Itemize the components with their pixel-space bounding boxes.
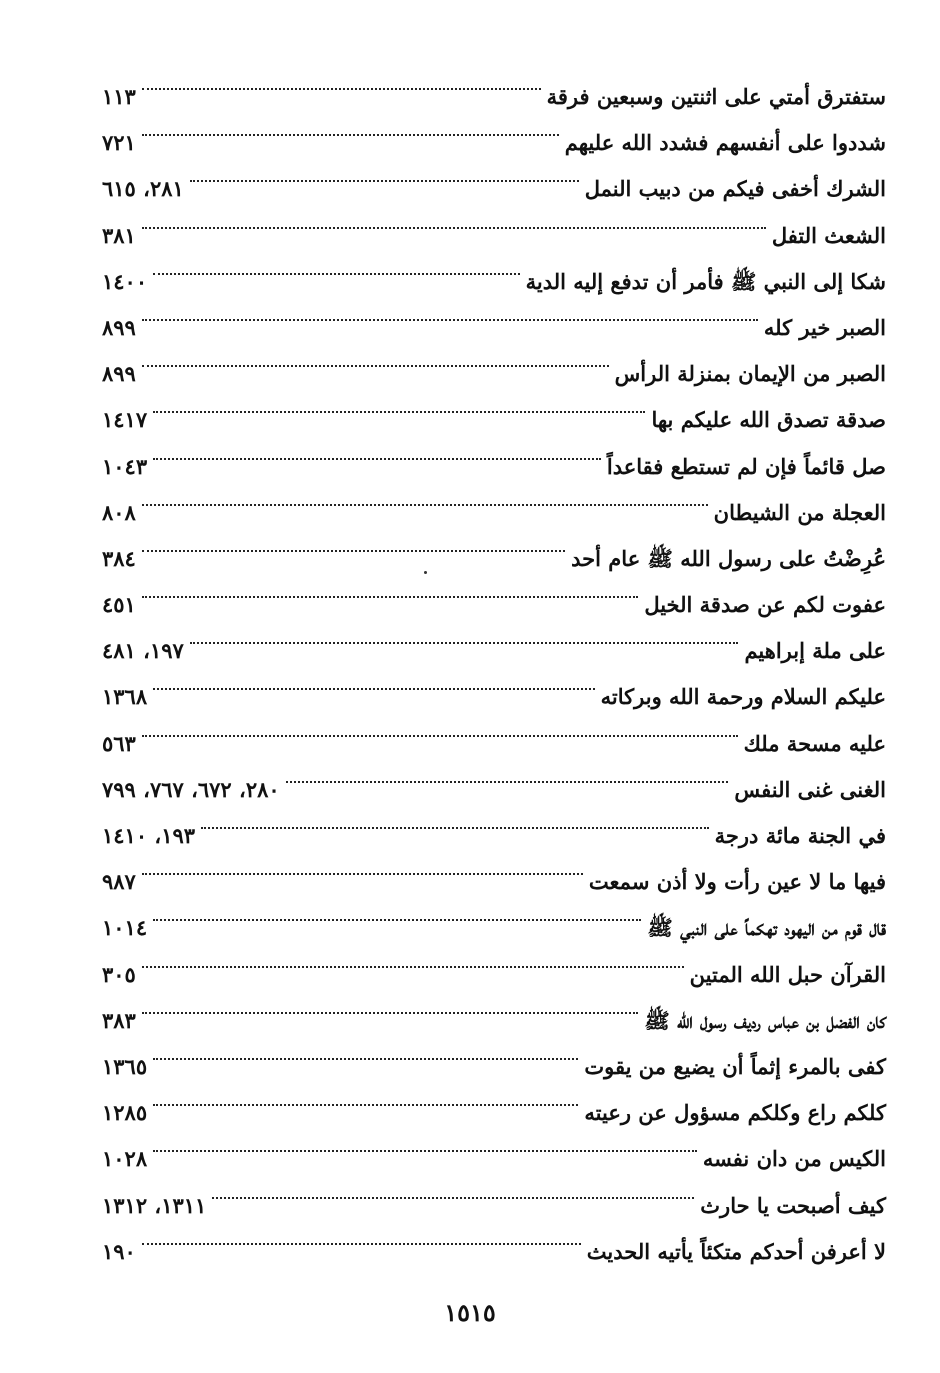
dot-leader	[190, 612, 739, 658]
dot-leader	[153, 1028, 578, 1074]
dot-leader	[142, 58, 541, 104]
dot-leader	[212, 1167, 694, 1213]
dot-leader	[142, 705, 738, 751]
entry-text: ستفترق أمتي على اثنتين وسبعين فرقة	[546, 84, 886, 109]
entry-pages: ٣٨١	[102, 222, 136, 248]
entry-text: عليكم السلام ورحمة الله وبركاته	[600, 684, 886, 710]
entry-pages: ٣٠٥	[102, 961, 136, 987]
dot-leader	[153, 1074, 578, 1120]
entry-pages: ١٠١٤	[102, 915, 148, 941]
dot-leader	[153, 658, 595, 704]
entry-pages: ١٠٢٨	[102, 1146, 148, 1172]
entry-text: عُرِضْتُ على رسول الله ﷺ عام أحد	[571, 545, 886, 571]
dot-leader	[142, 936, 684, 982]
entry-pages: ٨٩٩	[102, 314, 136, 340]
entry-pages: ١٩٧، ٤٨١	[102, 638, 184, 664]
entry-text: صدقة تصدق الله عليكم بها	[651, 407, 886, 433]
entry-text: كفى بالمرء إثماً أن يضيع من يقوت	[584, 1053, 886, 1079]
entry-pages: ١٩٣، ١٤١٠	[102, 823, 196, 848]
entry-text: كيف أصبحت يا حارث	[700, 1192, 886, 1218]
entry-text: الغنى غنى النفس	[734, 776, 886, 802]
page-number: ١٥١٥	[444, 1298, 496, 1327]
dot-leader	[201, 797, 709, 843]
dot-leader	[142, 197, 766, 243]
entry-text: عفوت لكم عن صدقة الخيل	[644, 592, 886, 618]
dot-leader	[142, 104, 559, 150]
entry-text: الشرك أخفى فيكم من دبيب النمل	[584, 176, 886, 202]
dot-leader	[153, 889, 641, 935]
entry-pages: ١٣٦٥	[102, 1053, 148, 1079]
entry-pages: ٨٩٩	[102, 361, 136, 387]
index-entry	[102, 58, 886, 109]
hadith-index-list	[102, 58, 886, 1264]
dot-leader	[153, 243, 519, 289]
entry-pages: ٣٨٣	[102, 1007, 136, 1033]
entry-pages: ٢٨١، ٦١٥	[102, 176, 184, 202]
entry-text: على ملة إبراهيم	[744, 638, 886, 664]
entry-pages: ١٩٠	[102, 1238, 136, 1264]
entry-text: في الجنة مائة درجة	[714, 823, 886, 848]
dot-leader	[142, 843, 583, 889]
dot-leader	[142, 982, 638, 1028]
entry-text: العجلة من الشيطان	[713, 499, 886, 525]
dot-leader	[286, 751, 729, 797]
entry-pages: ١١٣	[102, 84, 136, 109]
dot-leader	[142, 474, 708, 520]
entry-text: قال قوم من اليهود تهكماً على النبي ﷺ	[647, 915, 886, 941]
entry-pages: ٧٢١	[102, 130, 136, 156]
dot-leader	[190, 150, 579, 196]
entry-text: صل قائماً فإن لم تستطع فقاعداً	[606, 453, 886, 479]
dot-leader	[153, 428, 601, 474]
dot-leader	[142, 520, 565, 566]
entry-pages: ٩٨٧	[102, 869, 136, 895]
dot-leader	[142, 1213, 581, 1259]
entry-pages: ٥٦٣	[102, 730, 136, 756]
entry-text: كلكم راع وكلكم مسؤول عن رعيته	[584, 1100, 886, 1126]
entry-pages: ٨٠٨	[102, 499, 136, 525]
entry-text: الصبر من الإيمان بمنزلة الرأس	[614, 361, 886, 387]
entry-text: الكيس من دان نفسه	[702, 1146, 886, 1172]
entry-pages: ٣٨٤	[102, 545, 136, 571]
entry-pages: ١٣٦٨	[102, 684, 148, 710]
entry-pages: ٤٥١	[102, 592, 136, 618]
entry-text: الشعث التفل	[771, 222, 886, 248]
entry-text: القرآن حبل الله المتين	[689, 961, 886, 987]
dot-leader	[153, 381, 645, 427]
entry-pages: ٢٨٠، ٦٧٢، ٧٦٧، ٧٩٩	[102, 776, 280, 802]
dot-leader	[142, 335, 609, 381]
entry-text: فيها ما لا عين رأت ولا أذن سمعت	[588, 869, 886, 895]
entry-text: عليه مسحة ملك	[743, 730, 886, 756]
entry-text: لا أعرفن أحدكم متكئاً يأتيه الحديث	[586, 1238, 886, 1264]
dot-leader	[142, 289, 758, 335]
entry-pages: ١٤١٧	[102, 407, 148, 433]
entry-text: الصبر خير كله	[763, 314, 886, 340]
entry-pages: ١٢٨٥	[102, 1100, 148, 1126]
entry-pages: ١٣١١، ١٣١٢	[102, 1192, 207, 1218]
dot-leader	[153, 1120, 697, 1166]
entry-text: كان الفضل بن عباس رديف رسول الله ﷺ	[644, 1007, 886, 1033]
print-speck	[424, 571, 427, 574]
entry-pages: ١٠٤٣	[102, 453, 148, 479]
dot-leader	[142, 566, 638, 612]
entry-text: شددوا على أنفسهم فشدد الله عليهم	[564, 130, 886, 156]
entry-text: شكا إلى النبي ﷺ فأمر أن تدفع إليه الدية	[525, 268, 886, 294]
entry-pages: ١٤٠٠	[102, 268, 148, 294]
